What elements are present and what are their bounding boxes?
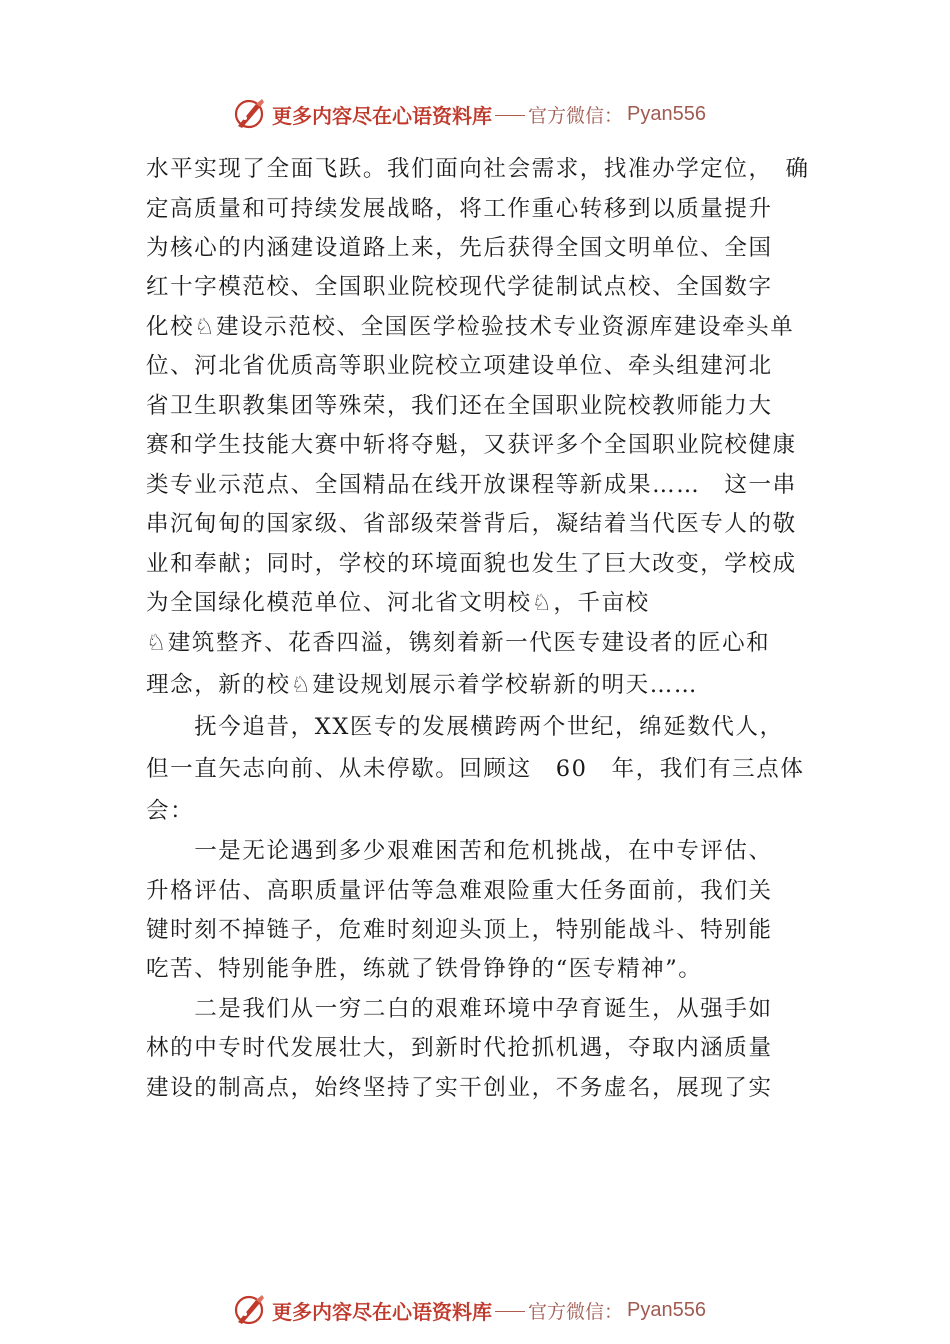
text-line: 为全国绿化模范单位、河北省文明校♘，千亩校 (146, 590, 650, 616)
header-banner (232, 94, 706, 134)
text-line: 建设的制高点，始终坚持了实干创业，不务虚名，展现了实 (146, 1075, 773, 1101)
footer-banner (232, 1290, 706, 1330)
banner-wechat-label: 官方微信： (528, 104, 624, 127)
text-line: 一是无论遇到多少艰难困苦和危机挑战，在中专评估、 (146, 838, 773, 864)
text-line: 理念，新的校♘建设规划展示着学校崭新的明天…… (146, 672, 698, 698)
banner-brand-text: 更多内容尽在心语资料库 (272, 1299, 492, 1324)
text-line: 二是我们从一穷二白的艰难环境中孕育诞生，从强手如 (146, 996, 773, 1022)
text-line: 抚今追昔，XX医专的发展横跨两个世纪，绵延数代人， (146, 714, 784, 740)
text-line: 赛和学生技能大赛中斩将夺魁，又获评多个全国职业院校健康 (146, 432, 797, 458)
text-line: 水平实现了全面飞跃。我们面向社会需求，找准办学定位， 确 (146, 156, 810, 182)
banner-dash (495, 115, 525, 116)
text-line: 业和奉献；同时，学校的环境面貌也发生了巨大改变，学校成 (146, 551, 797, 577)
text-line: 串沉甸甸的国家级、省部级荣誉背后，凝结着当代医专人的敬 (146, 511, 797, 537)
banner-dash (495, 1311, 525, 1312)
text-line: 为核心的内涵建设道路上来，先后获得全国文明单位、全国 (146, 235, 773, 261)
text-line: 省卫生职教集团等殊荣，我们还在全国职业院校教师能力大 (146, 393, 773, 419)
text-line: 位、河北省优质高等职业院校立项建设单位、牵头组建河北 (146, 353, 773, 379)
text-line: ♘建筑整齐、花香四溢，镌刻着新一代医专建设者的匠心和 (146, 630, 771, 656)
text-line: 红十字模范校、全国职业院校现代学徒制试点校、全国数字 (146, 274, 773, 300)
text-line: 会： (146, 798, 195, 824)
text-line: 林的中专时代发展壮大，到新时代抢抓机遇，夺取内涵质量 (146, 1035, 773, 1061)
text-line: 键时刻不掉链子，危难时刻迎头顶上，特别能战斗、特别能 (146, 917, 773, 943)
banner-wechat-id: Pyan556 (627, 102, 706, 125)
text-line: 吃苦、特别能争胜，练就了铁骨铮铮的“医专精神”。 (146, 956, 703, 982)
text-line: 定高质量和可持续发展战略，将工作重心转移到以质量提升 (146, 196, 773, 222)
text-line: 化校♘建设示范校、全国医学检验技术专业资源库建设牵头单 (146, 314, 795, 340)
text-line: 类专业示范点、全国精品在线开放课程等新成果…… 这一串 (146, 472, 797, 498)
banner-brand-text: 更多内容尽在心语资料库 (272, 103, 492, 128)
text-line: 但一直矢志向前、从未停歇。回顾这 60 年，我们有三点体 (146, 756, 805, 782)
banner-wechat-label: 官方微信： (528, 1300, 624, 1323)
pen-logo-icon (232, 96, 268, 132)
text-line: 升格评估、高职质量评估等急难艰险重大任务面前，我们关 (146, 878, 773, 904)
pen-logo-icon (232, 1292, 268, 1328)
banner-wechat-id: Pyan556 (627, 1298, 706, 1321)
